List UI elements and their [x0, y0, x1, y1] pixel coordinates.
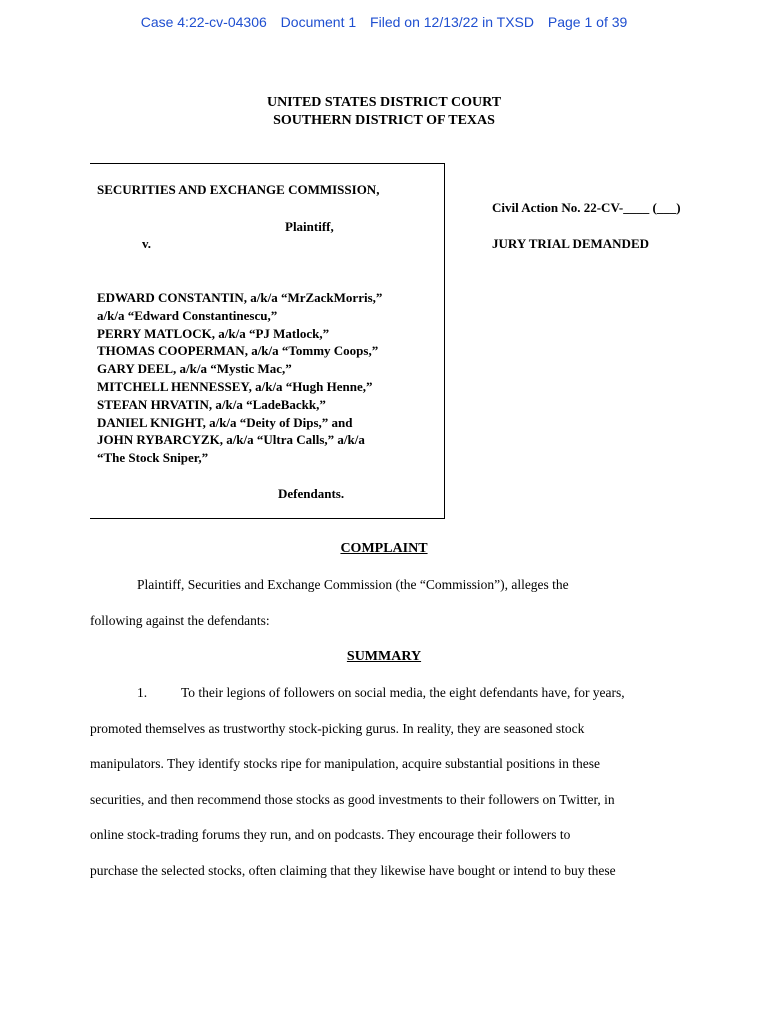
defendant-line: THOMAS COOPERMAN, a/k/a “Tommy Coops,”: [97, 343, 379, 359]
plaintiff-role: Plaintiff,: [285, 219, 334, 234]
court-title: [0, 94, 768, 130]
paragraph-line: securities, and then recommend those stocks as good investments to their followers on Twitter, in: [90, 792, 615, 807]
defendant-line: GARY DEEL, a/k/a “Mystic Mac,”: [97, 361, 292, 377]
defendant-line: DANIEL KNIGHT, a/k/a “Deity of Dips,” and: [97, 414, 353, 430]
jury-demand: JURY TRIAL DEMANDED: [492, 236, 650, 251]
defendant-line: JOHN RYBARCYZK, a/k/a “Ultra Calls,” a/k/a: [97, 432, 365, 448]
versus: v.: [142, 236, 152, 251]
court-district: SOUTHERN DISTRICT OF TEXAS: [273, 113, 495, 128]
page-number: Page 1 of 39: [547, 14, 628, 30]
paragraph-line: online stock-trading forums they run, and on podcasts. They encourage their followers to: [90, 827, 571, 842]
paragraph-line: purchase the selected stocks, often claiming that they likewise have bought or intend to buy these: [90, 863, 616, 878]
summary-heading: [0, 649, 768, 665]
intro-line: following against the defendants:: [90, 613, 270, 628]
defendant-line: STEFAN HRVATIN, a/k/a “LadeBackk,”: [97, 396, 326, 412]
paragraph-number: 1.: [137, 685, 148, 700]
defendant-line: MITCHELL HENNESSEY, a/k/a “Hugh Henne,”: [97, 378, 373, 394]
defendant-line: a/k/a “Edward Constantinescu,”: [97, 307, 278, 323]
defendants-list: [97, 289, 382, 467]
paragraph-line: manipulators. They identify stocks ripe for manipulation, acquire substantial positions in these: [90, 756, 601, 771]
defendant-line: PERRY MATLOCK, a/k/a “PJ Matlock,”: [97, 325, 330, 341]
plaintiff-name: SECURITIES AND EXCHANGE COMMISSION,: [97, 182, 380, 197]
defendant-line: “The Stock Sniper,”: [97, 450, 209, 466]
complaint-heading: [0, 541, 768, 557]
document-number: Document 1: [280, 14, 357, 30]
court-name: UNITED STATES DISTRICT COURT: [266, 95, 502, 110]
filed-date: Filed on 12/13/22 in TXSD: [370, 14, 534, 30]
intro-line: Plaintiff, Securities and Exchange Commission (the “Commission”), alleges the: [137, 577, 569, 592]
complaint-heading-text: COMPLAINT: [340, 541, 428, 556]
paragraph-line: promoted themselves as trustworthy stock-picking gurus. In reality, they are seasoned stock: [90, 721, 585, 736]
defendants-role: Defendants.: [278, 486, 345, 501]
civil-action-number: Civil Action No. 22-CV-____ (___): [492, 200, 681, 215]
defendant-line: EDWARD CONSTANTIN, a/k/a “MrZackMorris,”: [97, 290, 383, 305]
ecf-header: [0, 14, 768, 30]
case-number: Case 4:22-cv-04306: [140, 14, 267, 30]
paragraph-line: To their legions of followers on social media, the eight defendants have, for years,: [181, 685, 625, 700]
summary-heading-text: SUMMARY: [346, 649, 422, 664]
